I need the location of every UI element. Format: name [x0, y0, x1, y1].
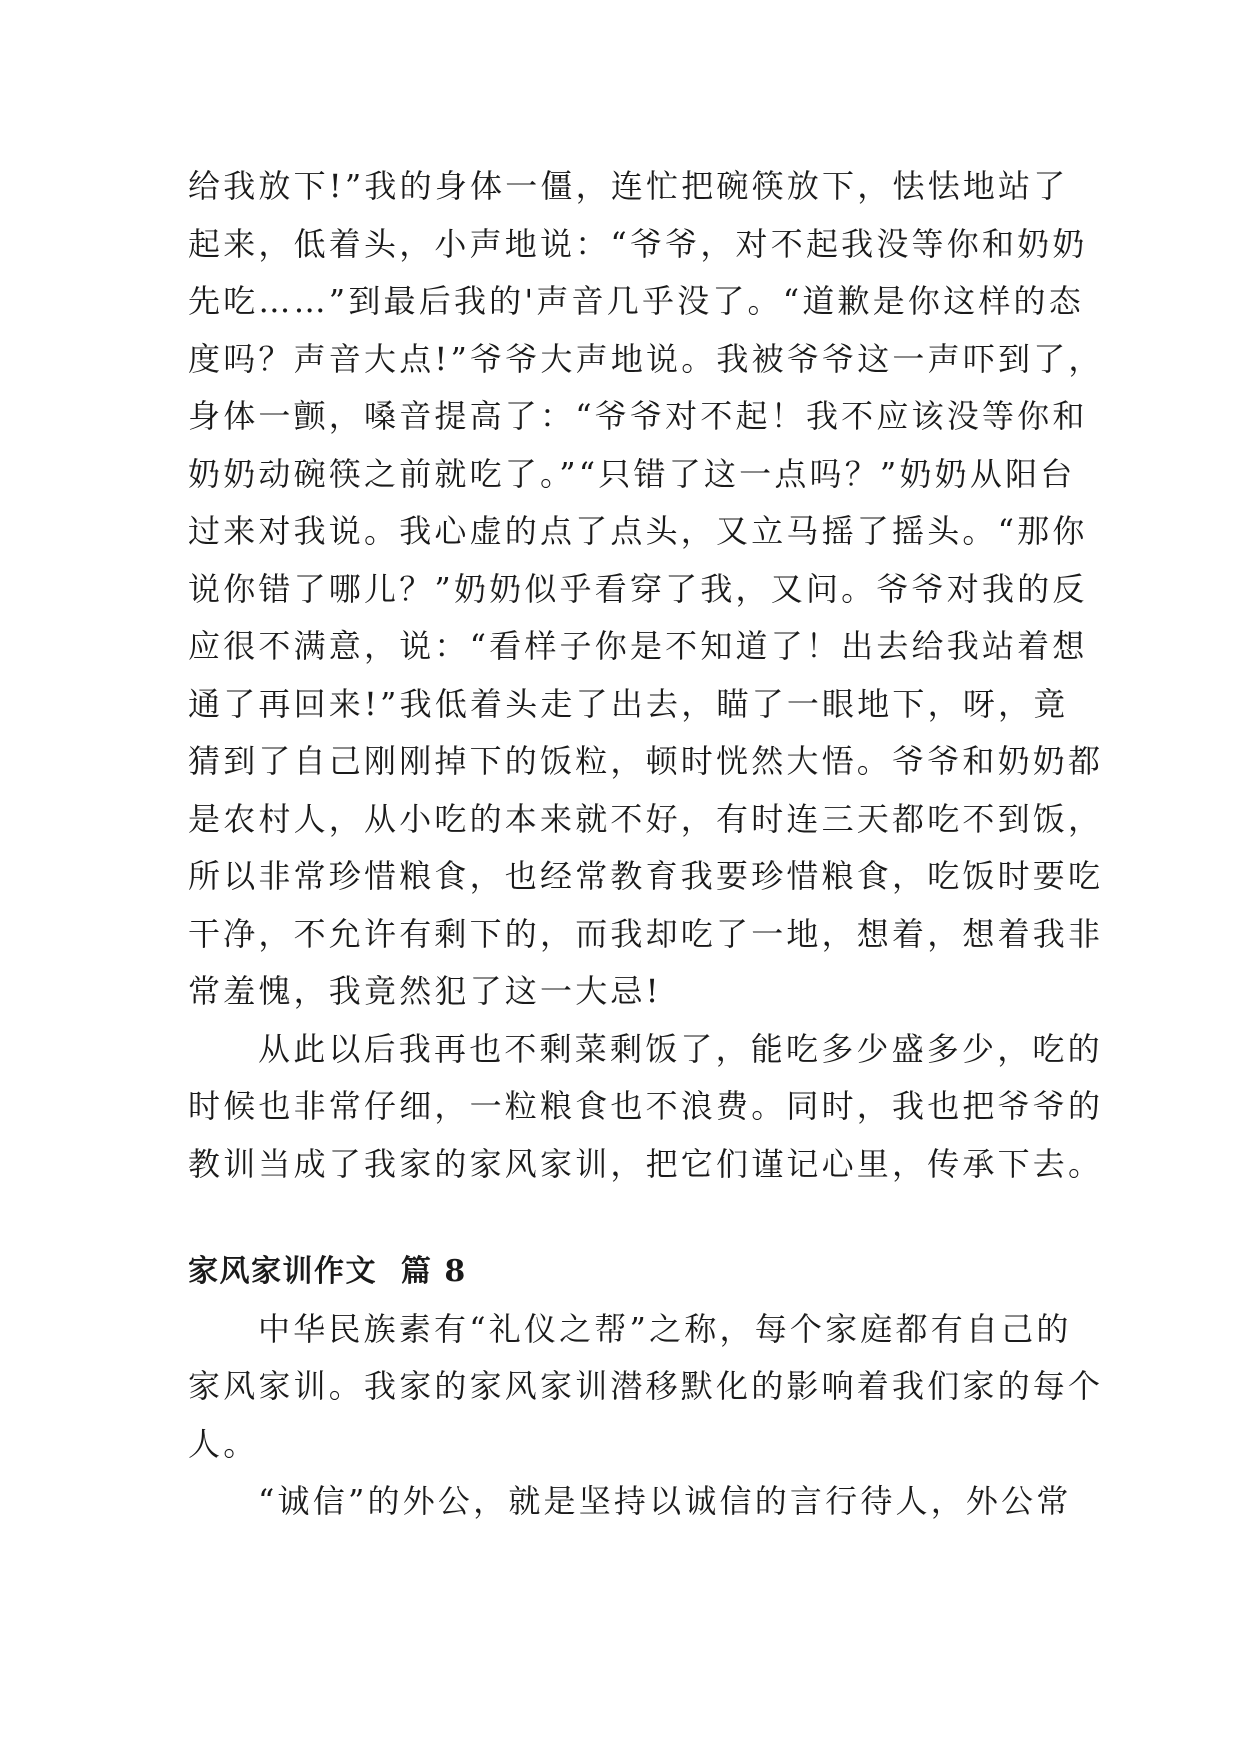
- text-line: 先吃……”到最后我的'声音几乎没了。“道歉是你这样的态: [188, 282, 1084, 320]
- paragraph-honesty: [188, 1473, 1072, 1531]
- text-line: 人。: [188, 1424, 259, 1463]
- text-line: 过来对我说。我心虚的点了点头，又立马摇了摇头。“那你: [188, 512, 1088, 550]
- section-heading: 家风家训作文 篇 8: [188, 1254, 467, 1289]
- text-line: 起来，低着头，小声地说：“爷爷，对不起我没等你和奶奶: [188, 224, 1088, 263]
- document-body: [188, 158, 1104, 1531]
- text-line: 干净，不允许有剩下的，而我却吃了一地，想着，想着我非: [188, 914, 1104, 953]
- text-line: 中华民族素有“礼仪之帮”之称，每个家庭都有自己的: [258, 1309, 1072, 1348]
- paragraph-conclusion: [188, 1021, 1104, 1194]
- text-line: 所以非常珍惜粮食，也经常教育我要珍惜粮食，吃饭时要吃: [188, 857, 1104, 895]
- text-line: 说你错了哪儿？”奶奶似乎看穿了我，又问。爷爷对我的反: [188, 569, 1088, 608]
- text-line: “诚信”的外公，就是坚持以诚信的言行待人，外公常: [258, 1482, 1072, 1520]
- text-line: 应很不满意，说：“看样子你是不知道了！出去给我站着想: [188, 627, 1088, 665]
- text-line: 时候也非常仔细，一粒粮食也不浪费。同时，我也把爷爷的: [188, 1087, 1104, 1125]
- paragraph-apology-story: [188, 158, 1104, 1021]
- text-line: 从此以后我再也不剩菜剩饭了，能吃多少盛多少，吃的: [258, 1029, 1103, 1068]
- text-line: 家风家训。我家的家风家训潜移默化的影响着我们家的每个: [188, 1367, 1104, 1405]
- text-line: 常羞愧，我竟然犯了这一大忌!: [188, 972, 662, 1010]
- text-line: 身体一颤，嗓音提高了：“爷爷对不起！我不应该没等你和: [188, 397, 1088, 435]
- text-line: 是农村人，从小吃的本来就不好，有时连三天都吃不到饭，: [188, 799, 1104, 838]
- text-line: 教训当成了我家的家风家训，把它们谨记心里，传承下去。: [188, 1144, 1104, 1183]
- text-line: 奶奶动碗筷之前就吃了。”“只错了这一点吗？”奶奶从阳台: [188, 454, 1076, 493]
- text-line: 给我放下!”我的身体一僵，连忙把碗筷放下，怯怯地站了: [188, 167, 1069, 205]
- text-line: 猜到了自己刚刚掉下的饭粒，顿时恍然大悟。爷爷和奶奶都: [188, 742, 1104, 780]
- text-line: 度吗？声音大点!”爷爷大声地说。我被爷爷这一声吓到了，: [188, 339, 1104, 378]
- paragraph-introduction: [188, 1301, 1104, 1474]
- text-line: 通了再回来!”我低着头走了出去，瞄了一眼地下，呀，竟: [188, 684, 1069, 723]
